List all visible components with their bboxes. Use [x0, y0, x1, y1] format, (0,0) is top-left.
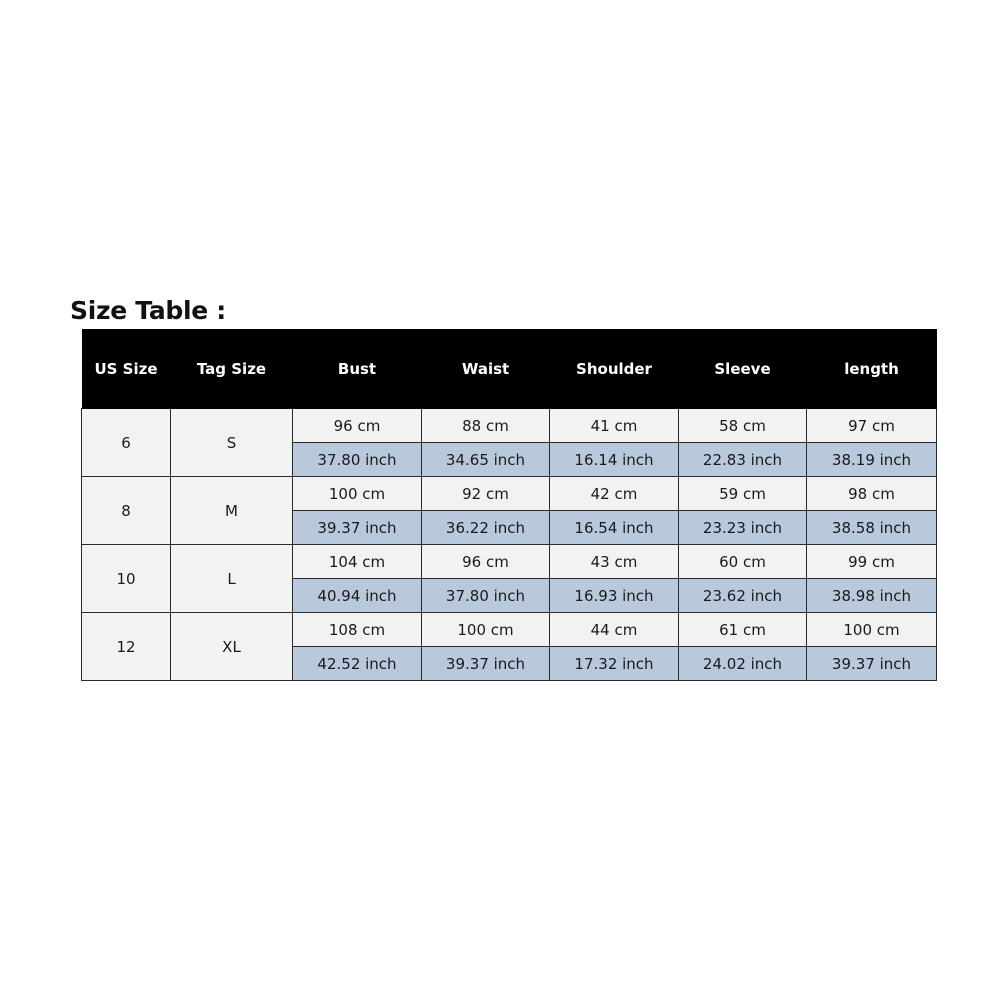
table-row — [82, 545, 937, 579]
bust-inch-cell: 37.80 inch — [293, 443, 422, 477]
bust-inch-cell: 39.37 inch — [293, 511, 422, 545]
shoulder-cm-cell: 44 cm — [550, 613, 679, 647]
bust-inch-cell: 40.94 inch — [293, 579, 422, 613]
waist-cm-cell: 100 cm — [422, 613, 550, 647]
us-size-cell: 6 — [82, 409, 171, 477]
header-sleeve: Sleeve — [679, 329, 807, 409]
bust-inch-cell: 42.52 inch — [293, 647, 422, 681]
tag-size-cell: XL — [171, 613, 293, 681]
length-inch-cell: 39.37 inch — [807, 647, 937, 681]
shoulder-cm-cell: 42 cm — [550, 477, 679, 511]
bust-cm-cell: 100 cm — [293, 477, 422, 511]
tag-size-cell: L — [171, 545, 293, 613]
sleeve-cm-cell: 60 cm — [679, 545, 807, 579]
shoulder-cm-cell: 41 cm — [550, 409, 679, 443]
sleeve-inch-cell: 23.62 inch — [679, 579, 807, 613]
page-title: Size Table : — [70, 296, 227, 325]
waist-inch-cell: 39.37 inch — [422, 647, 550, 681]
header-bust: Bust — [293, 329, 422, 409]
sleeve-cm-cell: 59 cm — [679, 477, 807, 511]
us-size-cell: 10 — [82, 545, 171, 613]
shoulder-inch-cell: 16.54 inch — [550, 511, 679, 545]
header-tag-size: Tag Size — [171, 329, 293, 409]
shoulder-inch-cell: 16.93 inch — [550, 579, 679, 613]
shoulder-cm-cell: 43 cm — [550, 545, 679, 579]
shoulder-inch-cell: 17.32 inch — [550, 647, 679, 681]
tag-size-cell: S — [171, 409, 293, 477]
bust-cm-cell: 96 cm — [293, 409, 422, 443]
waist-inch-cell: 37.80 inch — [422, 579, 550, 613]
sleeve-inch-cell: 22.83 inch — [679, 443, 807, 477]
length-cm-cell: 98 cm — [807, 477, 937, 511]
us-size-cell: 12 — [82, 613, 171, 681]
sleeve-inch-cell: 23.23 inch — [679, 511, 807, 545]
bust-cm-cell: 108 cm — [293, 613, 422, 647]
sleeve-cm-cell: 61 cm — [679, 613, 807, 647]
header-us-size: US Size — [82, 329, 171, 409]
header-length: length — [807, 329, 937, 409]
table-row — [82, 613, 937, 647]
header-shoulder: Shoulder — [550, 329, 679, 409]
length-inch-cell: 38.19 inch — [807, 443, 937, 477]
length-cm-cell: 97 cm — [807, 409, 937, 443]
length-cm-cell: 100 cm — [807, 613, 937, 647]
length-inch-cell: 38.58 inch — [807, 511, 937, 545]
sleeve-cm-cell: 58 cm — [679, 409, 807, 443]
us-size-cell: 8 — [82, 477, 171, 545]
table-row — [82, 409, 937, 443]
shoulder-inch-cell: 16.14 inch — [550, 443, 679, 477]
length-inch-cell: 38.98 inch — [807, 579, 937, 613]
size-table — [81, 329, 937, 681]
waist-cm-cell: 88 cm — [422, 409, 550, 443]
table-header-row — [82, 329, 937, 409]
length-cm-cell: 99 cm — [807, 545, 937, 579]
table-row — [82, 477, 937, 511]
waist-inch-cell: 36.22 inch — [422, 511, 550, 545]
sleeve-inch-cell: 24.02 inch — [679, 647, 807, 681]
bust-cm-cell: 104 cm — [293, 545, 422, 579]
waist-inch-cell: 34.65 inch — [422, 443, 550, 477]
tag-size-cell: M — [171, 477, 293, 545]
waist-cm-cell: 92 cm — [422, 477, 550, 511]
waist-cm-cell: 96 cm — [422, 545, 550, 579]
header-waist: Waist — [422, 329, 550, 409]
